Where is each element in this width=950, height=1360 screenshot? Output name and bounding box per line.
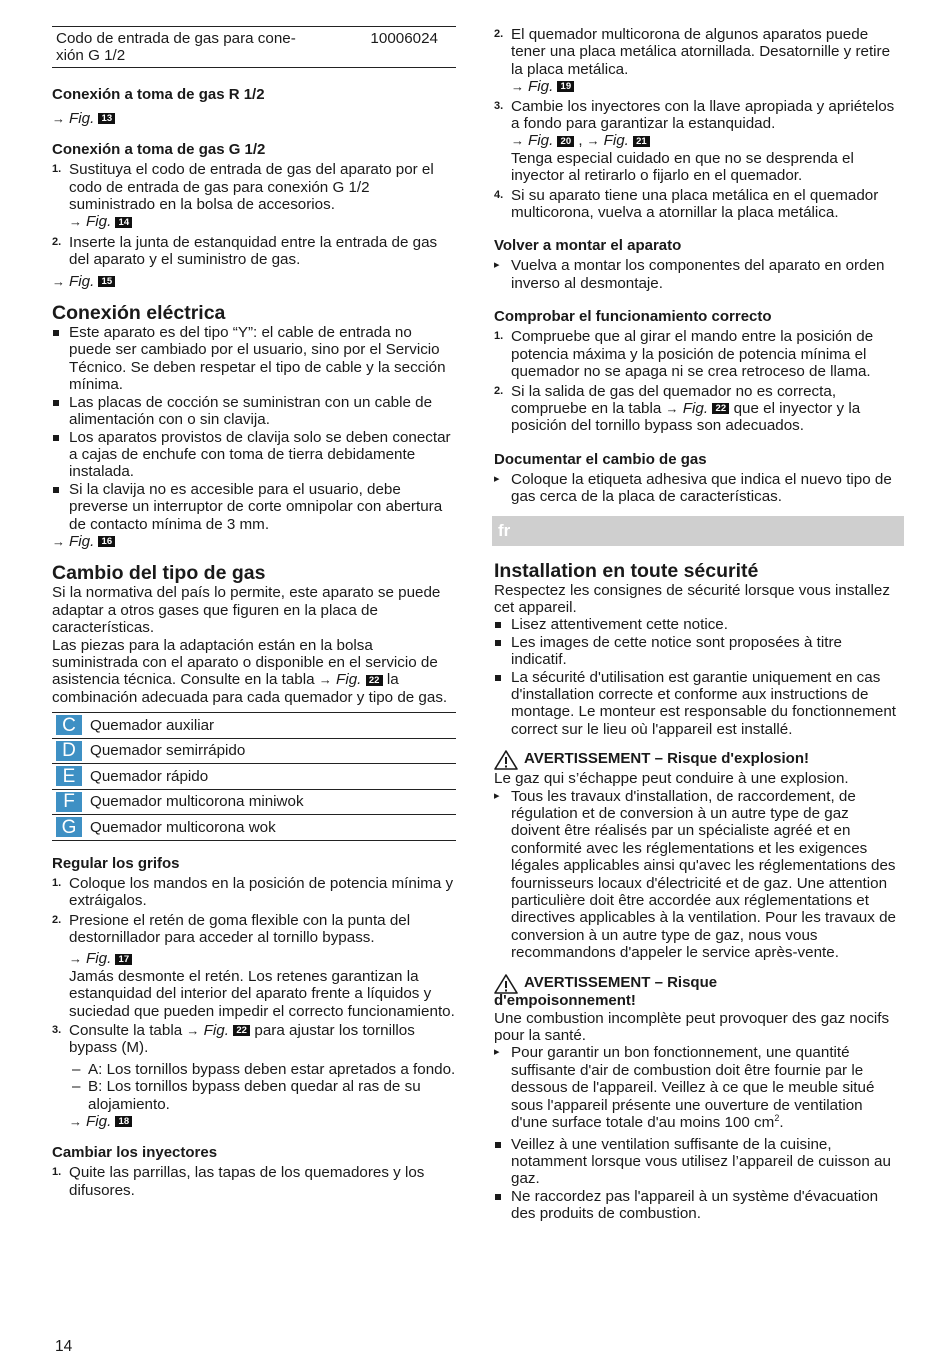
list-item: 1. Coloque los mandos en la posición de potencia mínima y extráigalos.	[52, 874, 454, 910]
list-item: ▸ Vuelva a montar los componentes del aparato en orden inverso al desmontaje.	[494, 257, 898, 292]
burner-letter: C	[56, 715, 82, 735]
list-item: 2. Si la salida de gas del quemador no es correcta, compruebe en la tabla → Fig. 22 que el inyector y la posición del tornillo bypass son adecuados.	[494, 382, 861, 435]
table-row: E Quemador rápido	[52, 764, 456, 790]
list-item: Si la clavija no es accesible para el usuario, debe preverse un interruptor de corte omnipolar con abertura de contacto mínima de 3 mm.	[52, 481, 456, 533]
paragraph: Respectez les consignes de sécurité lorsque vous installez cet appareil.	[494, 581, 890, 616]
fig-ref: → Fig. 16	[52, 533, 115, 550]
list-item: ▸ Pour garantir un bon fonctionnement, une quantité suffisante d'air de combustion doit être fournie par le dessous de l'appareil. Veillez à ce que le meuble situé sous l'appareil présente une ouverture de ventilation d'une surface totale d'au moins 100 $cm^2$.	[494, 1044, 898, 1131]
table-row: F Quemador multicorona miniwok	[52, 790, 456, 816]
warning-icon	[494, 974, 518, 994]
paragraph: Une combustion incomplète peut provoquer des gaz nocifs pour la santé.	[494, 1009, 890, 1045]
list-item: 4. Si su aparato tiene una placa metálica en el quemador multicorona, vuelva a atornillar la placa metálica.	[494, 186, 879, 222]
list-item: ▸ Coloque la etiqueta adhesiva que indica el nuevo tipo de gas cerca de la placa de características.	[494, 471, 898, 506]
list-item: 1. Compruebe que al girar el mando entre la posición de potencia máxima y la posición de potencia mínima el quemador no se apaga ni se crea retroceso de llama.	[494, 328, 874, 381]
burner-letter: F	[56, 792, 82, 812]
reassemble-heading: Volver a montar el aparato	[494, 237, 682, 255]
paragraph: Las piezas para la adaptación están en la bolsa suministrada con el aparato o disponible en el servicio de asistencia técnica. Consulte en la tabla → Fig. 22 la combinación adecuada para cada quemador y tipo de gas.	[52, 636, 448, 706]
fig-ref: → Fig. 18	[52, 1113, 132, 1130]
fig-ref: → Fig. 13	[52, 110, 115, 127]
gas-change-heading: Cambio del tipo de gas	[52, 562, 266, 585]
list-item: Este aparato es del tipo “Y”: el cable de entrada no puede ser cambiado por el usuario, sino por el Servicio Técnico. Se deben respetar el tipo de cable y la sección mínima.	[52, 324, 456, 394]
burner-letter: G	[56, 817, 82, 837]
list-item: 2. Inserte la junta de estanquidad entre la entrada de gas del aparato y el suministro de gas.	[52, 233, 438, 269]
list-item: Les images de cette notice sont proposées à titre indicatif.	[494, 634, 898, 669]
language-tab-fr: fr	[492, 516, 904, 546]
table-row: G Quemador multicorona wok	[52, 815, 456, 841]
r12-heading: Conexión a toma de gas R 1/2	[52, 85, 265, 103]
list-item: La sécurité d'utilisation est garantie uniquement en cas d'installation correcte et conforme aux instructions de montage. Le monteur est responsable du fonctionnement correct sur le lieu où l'appareil est installé.	[494, 669, 898, 739]
list-item: Las placas de cocción se suministran con un cable de alimentación con o sin clavija.	[52, 394, 456, 429]
table-row: C Quemador auxiliar	[52, 713, 456, 739]
paragraph: Si la normativa del país lo permite, este aparato se puede adaptar a otros gases que figuren en la placa de características.	[52, 584, 441, 637]
gas-elbow-label: Codo de entrada de gas para cone- xión G 1/2	[56, 30, 296, 65]
list-item: Veillez à une ventilation suffisante de la cuisine, notamment lorsque vous utilisez l’appareil de cuisson au gaz.	[494, 1136, 898, 1188]
g12-heading: Conexión a toma de gas G 1/2	[52, 141, 266, 159]
warning-icon	[494, 750, 518, 770]
list-item: 1. Sustituya el codo de entrada de gas del aparato por el codo de entrada de gas para conexión G 1/2 suministrado en la bolsa de accesorios. → Fig. 14	[52, 161, 434, 231]
taps-heading: Regular los grifos	[52, 854, 180, 872]
page-number: 14	[55, 1338, 73, 1355]
warning-poisoning: AVERTISSEMENT – Risque	[494, 974, 898, 994]
right-column: 2. El quemador multicorona de algunos aparatos puede tener una placa metálica atornillada. Desatornille y retire la placa metálica. → Fig. 19 3. Cambie los inyectores con la llave apropiada y apriételos a fondo para garantizar la estanquidad. → Fig. 20 , → Fig. 21 Tenga especial cuidado en que no se desprenda el inyector al retirarlo o fijarlo en el quemador. 4. Si su aparato tiene una placa metálica en el quemador multicorona, vuelva a atornillar la placa metálica. Volver a montar el aparato ▸ Vuelva a montar los componentes del aparato en orden inverso al desmontaje. Comprobar el funcionamiento correcto 1. Compruebe que al girar el mando entre la posición de potencia máxima y la posición de potencia mínima el quemador no se apaga ni se crea retroceso de llama. 2. Si la salida de gas del quemador no es correcta, compruebe en la tabla → Fig. 22 que el inyector y la posición del tornillo bypass son adecuados. Documentar el cambio de gas ▸ Coloque la etiqueta adhesiva que indica el nuevo tipo de gas cerca de la placa de características. fr Installation en toute sécurité Respectez les consignes de sécurité lorsque vous installez cet appareil. Lisez attentivement cette notice. Les images de cette notice sont proposées à titre indicatif. La sécurité d'utilisation est garantie uniquement en cas d'installation correcte et conforme aux instructions de montage. Le monteur est responsable du fonctionnement correct sur le lieu où l'appareil est installé. AVERTISSEMENT – Risque d'explosion! Le gaz qui s’échappe peut conduire à une explosion. ▸ Tous les travaux d'installation, de raccordement, de régulation et de conversion à un autre type de gaz doivent être réalisés par un spécialiste agréé et en conformité avec les réglementations et les exigences légales applicables ainsi qu'avec les réglementations des fournisseurs locaux d'électricité et de gaz. Une attention particulière doit être accordée aux réglementations et directives applicables à la ventilation. Pour les travaux de conversion à un autre type de gaz, nous vous recommandons d'appeler le service après-vente. AVERTISSEMENT – Risque d'empoisonnement! Une combustion incomplète peut provoquer des gaz nocifs pour la santé. ▸ Pour garantir un bon fonctionnement, une quantité suffisante d'air de combustion doit être fournie par le dessous de l'appareil. Veillez à ce que le meuble situé sous l'appareil présente une ouverture de ventilation d'une surface totale d'au moins 100 $cm^2$. Veillez à une ventilation suffisante de la cuisine, notamment lorsque vous utilisez l’appareil de cuisson au gaz. Ne raccordez pas l'appareil à un système d'évacuation des produits de combustion.	[494, 26, 898, 1223]
check-heading: Comprobar el funcionamiento correcto	[494, 308, 772, 326]
fig-ref: → Fig. 15	[52, 273, 115, 290]
list-item: – B: Los tornillos bypass deben quedar al ras de su alojamiento.	[52, 1078, 456, 1113]
list-item: 2. El quemador multicorona de algunos aparatos puede tener una placa metálica atornillada. Desatornille y retire la placa metálica. → Fig. 19	[494, 26, 891, 96]
warning-explosion: AVERTISSEMENT – Risque d'explosion!	[494, 750, 898, 770]
table-row: D Quemador semirrápido	[52, 739, 456, 765]
electric-heading: Conexión eléctrica	[52, 302, 226, 325]
left-column	[52, 26, 456, 1199]
list-item: Lisez attentivement cette notice.	[494, 616, 898, 633]
burner-letter: E	[56, 766, 82, 786]
burner-letter: D	[56, 741, 82, 761]
injectors-heading: Cambiar los inyectores	[52, 1144, 218, 1162]
list-item: ▸ Tous les travaux d'installation, de raccordement, de régulation et de conversion à un autre type de gaz doivent être réalisés par un spécialiste agréé et en conformité avec les réglementations et les exigences légales applicables ainsi qu'avec les réglementations des fournisseurs locaux d'électricité et de gaz. Une attention particulière doit être accordée aux réglementations et directives applicables à la ventilation. Pour les travaux de conversion à un autre type de gaz, nous vous recommandons d'appeler le service après-vente.	[494, 788, 898, 962]
list-item: Los aparatos provistos de clavija solo se deben conectar a cajas de enchufe con toma de tierra debidamente instalada.	[52, 429, 456, 481]
list-item: Ne raccordez pas l'appareil à un système d'évacuation des produits de combustion.	[494, 1188, 898, 1223]
install-heading: Installation en toute sécurité	[494, 559, 759, 582]
list-item: 3. Consulte la tabla → Fig. 22 para ajustar los tornillos bypass (M).	[52, 1021, 415, 1057]
gas-elbow-code: 10006024	[370, 30, 438, 47]
list-item: – A: Los tornillos bypass deben estar apretados a fondo.	[52, 1061, 456, 1078]
paragraph: Le gaz qui s’échappe peut conduire à une explosion.	[494, 770, 849, 788]
document-heading: Documentar el cambio de gas	[494, 450, 707, 468]
burner-table	[52, 712, 456, 841]
gas-elbow-table-row	[52, 26, 456, 68]
list-item: 2. Presione el retén de goma flexible con la punta del destornillador para acceder al tornillo bypass. → Fig. 17 Jamás desmonte el retén. Los retenes garantizan la estanquidad del interior del aparato frente a líquidos y suciedad que pueden impedir el correcto funcionamiento.	[52, 911, 455, 1020]
list-item: 1. Quite las parrillas, las tapas de los quemadores y los difusores.	[52, 1164, 425, 1199]
list-item: 3. Cambie los inyectores con la llave apropiada y apriételos a fondo para garantizar la estanquidad. → Fig. 20 , → Fig. 21 Tenga especial cuidado en que no se desprenda el inyector al retirarlo o fijarlo en el quemador.	[494, 97, 895, 185]
